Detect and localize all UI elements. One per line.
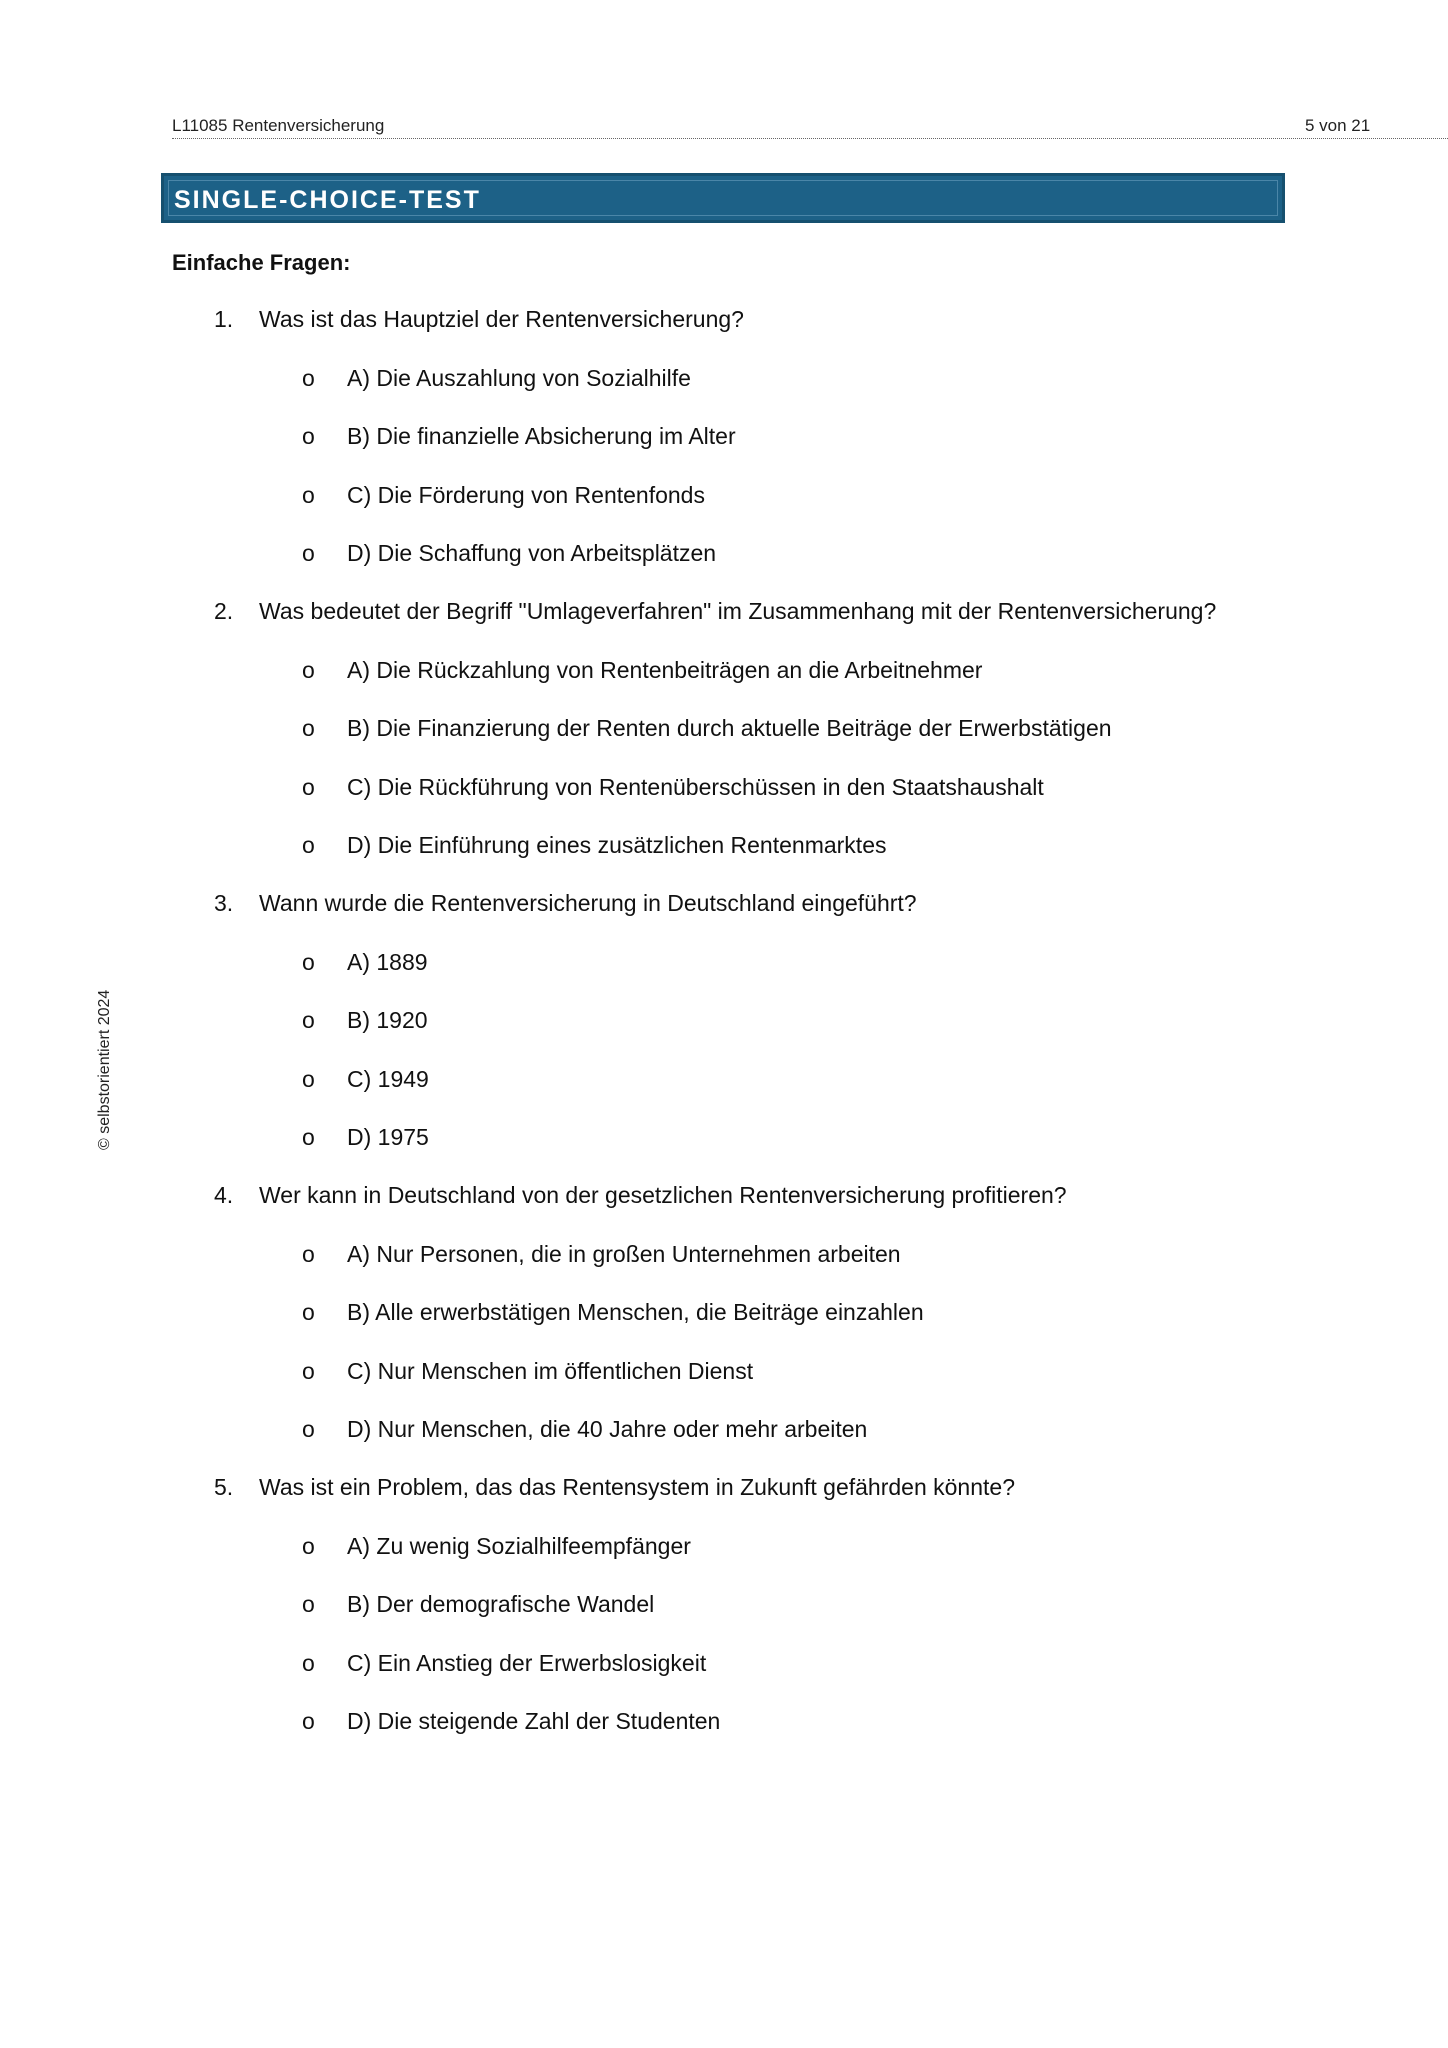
option-bullet: o <box>302 482 315 508</box>
answer-option[interactable]: D) Die Schaffung von Arbeitsplätzen <box>347 540 717 566</box>
answer-option[interactable]: A) Nur Personen, die in großen Unternehmen arbeiten <box>347 1241 901 1267</box>
option-bullet: o <box>302 365 315 391</box>
answer-option[interactable]: C) Die Rückführung von Rentenüberschüssen in den Staatshaushalt <box>347 774 1044 800</box>
option-bullet: o <box>302 1533 315 1559</box>
option-bullet: o <box>302 657 315 683</box>
question-number: 5. <box>214 1474 234 1500</box>
section-title-bar <box>161 173 1285 223</box>
page-header <box>172 115 1448 139</box>
question-text: Was ist ein Problem, das das Rentensystem in Zukunft gefährden könnte? <box>259 1474 1015 1500</box>
question-number: 2. <box>214 598 234 624</box>
document-id: L11085 Rentenversicherung <box>172 116 385 135</box>
answer-option[interactable]: B) Alle erwerbstätigen Menschen, die Beiträge einzahlen <box>347 1299 924 1325</box>
answer-option[interactable]: A) Die Rückzahlung von Rentenbeiträgen an die Arbeitnehmer <box>347 657 983 683</box>
page-number: 5 von 21 <box>1305 116 1371 135</box>
option-bullet: o <box>302 1066 315 1092</box>
option-bullet: o <box>302 1299 315 1325</box>
option-bullet: o <box>302 1241 315 1267</box>
answer-option[interactable]: D) Die Einführung eines zusätzlichen Rentenmarktes <box>347 832 887 858</box>
option-bullet: o <box>302 1007 315 1033</box>
answer-option[interactable]: C) Nur Menschen im öffentlichen Dienst <box>347 1358 754 1384</box>
option-bullet: o <box>302 774 315 800</box>
question-text: Wer kann in Deutschland von der gesetzlichen Rentenversicherung profitieren? <box>259 1182 1067 1208</box>
option-bullet: o <box>302 715 315 741</box>
answer-option[interactable]: C) 1949 <box>347 1066 429 1092</box>
answer-option[interactable]: C) Ein Anstieg der Erwerbslosigkeit <box>347 1650 707 1676</box>
option-bullet: o <box>302 1358 315 1384</box>
question-text: Wann wurde die Rentenversicherung in Deutschland eingeführt? <box>259 890 917 916</box>
option-bullet: o <box>302 832 315 858</box>
option-bullet: o <box>302 1124 315 1150</box>
option-bullet: o <box>302 423 315 449</box>
option-bullet: o <box>302 1591 315 1617</box>
answer-option[interactable]: A) Zu wenig Sozialhilfeempfänger <box>347 1533 691 1559</box>
answer-option[interactable]: D) Nur Menschen, die 40 Jahre oder mehr arbeiten <box>347 1416 868 1442</box>
answer-option[interactable]: D) Die steigende Zahl der Studenten <box>347 1708 721 1734</box>
answer-option[interactable]: A) Die Auszahlung von Sozialhilfe <box>347 365 691 391</box>
answer-option[interactable]: B) Die finanzielle Absicherung im Alter <box>347 423 736 449</box>
answer-option[interactable]: B) 1920 <box>347 1007 428 1033</box>
question-number: 1. <box>214 306 234 332</box>
option-bullet: o <box>302 949 315 975</box>
answer-option[interactable]: B) Die Finanzierung der Renten durch aktuelle Beiträge der Erwerbstätigen <box>347 715 1112 741</box>
section-title: SINGLE-CHOICE-TEST <box>174 186 481 214</box>
answer-option[interactable]: C) Die Förderung von Rentenfonds <box>347 482 705 508</box>
answer-option[interactable]: A) 1889 <box>347 949 428 975</box>
question-number: 4. <box>214 1182 234 1208</box>
question-text: Was bedeutet der Begriff "Umlageverfahren" im Zusammenhang mit der Rentenversicherung? <box>259 598 1217 624</box>
copyright-note: © selbstorientiert 2024 <box>96 989 113 1150</box>
option-bullet: o <box>302 540 315 566</box>
option-bullet: o <box>302 1650 315 1676</box>
option-bullet: o <box>302 1708 315 1734</box>
question-text: Was ist das Hauptziel der Rentenversicherung? <box>259 306 744 332</box>
header-divider <box>172 138 1448 139</box>
answer-option[interactable]: B) Der demografische Wandel <box>347 1591 655 1617</box>
question-number: 3. <box>214 890 234 916</box>
section-subtitle: Einfache Fragen: <box>172 250 351 275</box>
option-bullet: o <box>302 1416 315 1442</box>
answer-option[interactable]: D) 1975 <box>347 1124 429 1150</box>
